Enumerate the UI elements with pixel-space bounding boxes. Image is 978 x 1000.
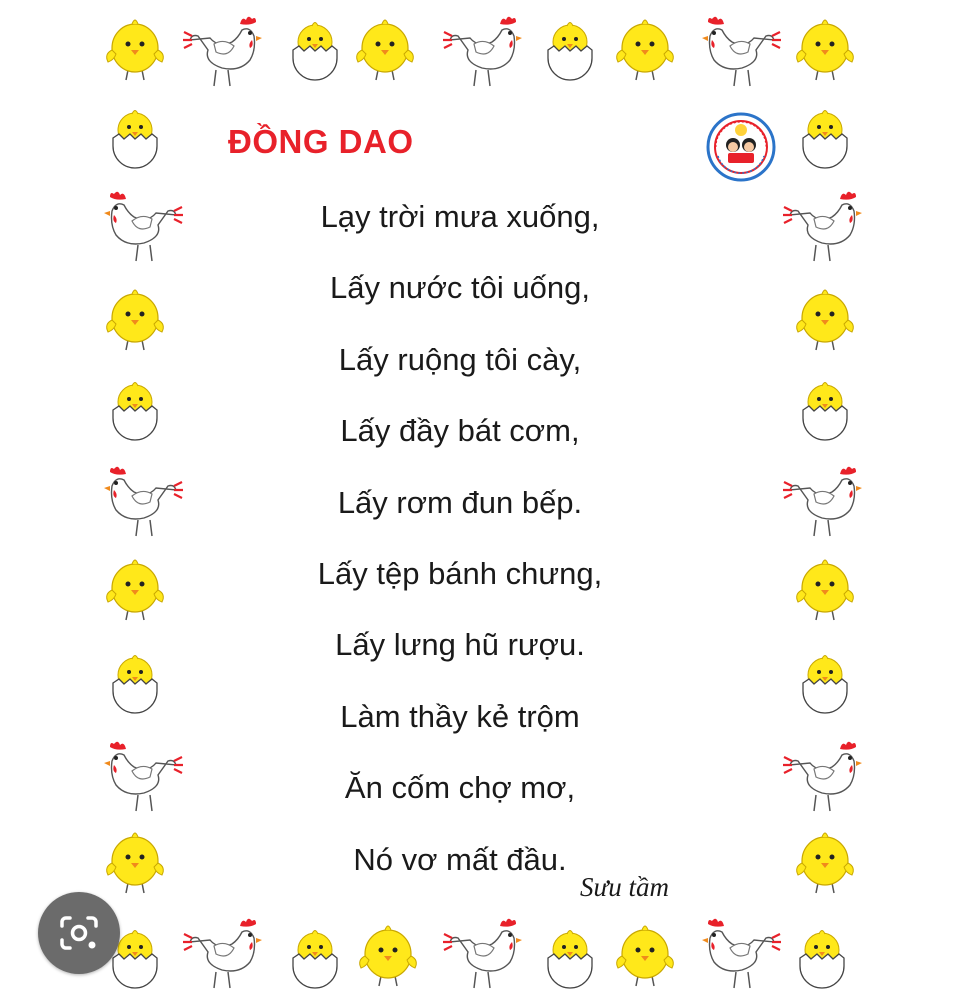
hatching-chick-icon xyxy=(105,372,165,444)
school-logo-icon xyxy=(706,112,776,182)
hen-icon xyxy=(700,912,784,992)
poem-body xyxy=(200,190,720,904)
hen-icon xyxy=(440,912,524,992)
chick-icon xyxy=(792,825,858,897)
poem-title: ĐỒNG DAO xyxy=(228,123,414,160)
hen-icon xyxy=(700,10,784,90)
hen-icon xyxy=(102,460,186,540)
poem-line: Lấy tệp bánh chưng, xyxy=(317,555,603,591)
chick-icon xyxy=(102,825,168,897)
poem-line: Lạy trời mưa xuống, xyxy=(320,199,600,234)
hen-icon xyxy=(780,185,864,265)
poem-line: Nó vơ mất đầu. xyxy=(353,841,567,877)
poem-line: Lấy lưng hũ rượu. xyxy=(335,627,585,663)
chick-icon xyxy=(792,282,858,354)
poem-line: Lấy rơm đun bếp. xyxy=(337,484,583,520)
hatching-chick-icon xyxy=(105,100,165,172)
poem-line: Lấy nước tôi uống, xyxy=(330,270,590,306)
poem-line: Lấy ruộng tôi cày, xyxy=(338,341,582,377)
chick-icon xyxy=(102,282,168,354)
chick-icon xyxy=(792,12,858,84)
hen-icon xyxy=(180,10,264,90)
hatching-chick-icon xyxy=(795,645,855,717)
hatching-chick-icon xyxy=(795,100,855,172)
google-lens-button[interactable] xyxy=(38,892,120,974)
chick-icon xyxy=(102,12,168,84)
poem-line: Làm thầy kẻ trộm xyxy=(340,698,580,734)
hen-icon xyxy=(180,912,264,992)
hatching-chick-icon xyxy=(540,920,600,992)
hen-icon xyxy=(780,735,864,815)
hatching-chick-icon xyxy=(285,12,345,84)
google-lens-icon xyxy=(56,910,102,956)
hen-icon xyxy=(102,185,186,265)
chick-icon xyxy=(102,552,168,624)
poem-line: Ăn cốm chợ mơ, xyxy=(344,770,576,806)
chick-icon xyxy=(792,552,858,624)
chick-icon xyxy=(612,12,678,84)
chick-icon xyxy=(352,12,418,84)
hen-icon xyxy=(780,460,864,540)
hen-icon xyxy=(102,735,186,815)
chick-icon xyxy=(355,918,421,990)
hen-icon xyxy=(440,10,524,90)
chick-icon xyxy=(612,918,678,990)
poem-line: Lấy đầy bát cơm, xyxy=(340,413,580,449)
hatching-chick-icon xyxy=(105,645,165,717)
poem-source: Sưu tầm xyxy=(580,872,669,902)
hatching-chick-icon xyxy=(795,372,855,444)
hatching-chick-icon xyxy=(792,920,852,992)
hatching-chick-icon xyxy=(285,920,345,992)
hatching-chick-icon xyxy=(540,12,600,84)
